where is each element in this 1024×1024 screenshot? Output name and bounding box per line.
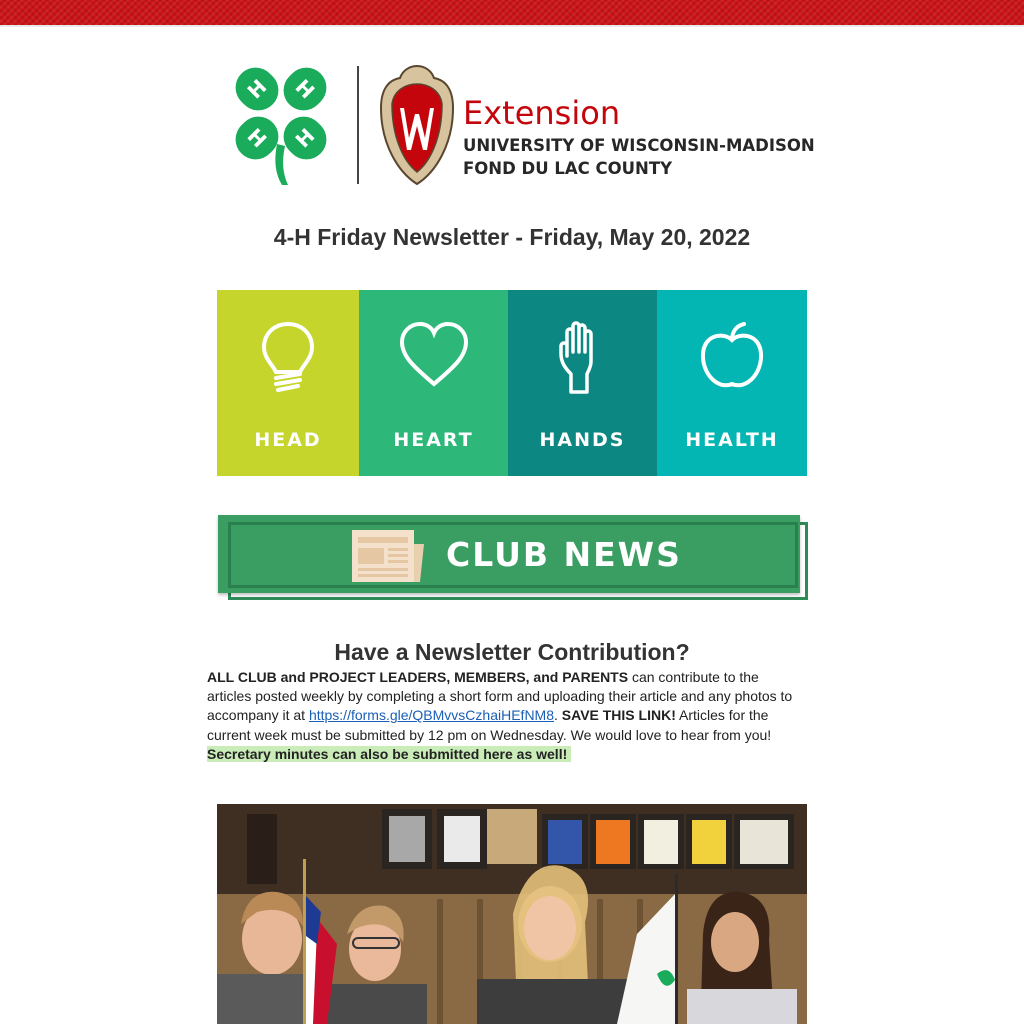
hand-icon bbox=[557, 320, 609, 396]
tile-health bbox=[657, 290, 807, 476]
4h-clover-logo bbox=[222, 64, 340, 186]
clover-letter: H bbox=[290, 74, 320, 104]
contribution-text: . bbox=[554, 707, 562, 724]
newsletter-title: 4-H Friday Newsletter - Friday, May 20, 2022 bbox=[273, 224, 751, 250]
contribution-text: can contribute to the articles posted weekly by completing a short form and uploading their article and any photos to accompany it at bbox=[207, 669, 793, 724]
tile-label: HEALTH bbox=[685, 429, 779, 451]
contribution-paragraph bbox=[207, 668, 807, 764]
secretary-highlight: Secretary minutes can also be submitted here as well! bbox=[207, 746, 571, 762]
top-red-bar bbox=[0, 0, 1024, 27]
logo-divider bbox=[357, 66, 359, 184]
contribution-heading: Have a Newsletter Contribution? bbox=[334, 639, 690, 665]
heart-icon bbox=[398, 320, 470, 390]
clover-letter: H bbox=[242, 123, 272, 153]
club-members-photo bbox=[217, 804, 807, 1024]
tile-hands bbox=[508, 290, 657, 476]
save-link-bold: SAVE THIS LINK! bbox=[561, 707, 676, 724]
photo-illustration bbox=[217, 804, 807, 1024]
four-h-pledge-banner bbox=[217, 290, 807, 476]
banner-front-panel bbox=[218, 515, 800, 593]
audience-bold: ALL CLUB and PROJECT LEADERS, MEMBERS, and PARENTS bbox=[207, 669, 629, 685]
submission-form-link[interactable]: https://forms.gle/QBMvvsCzhaiHEfNM8 bbox=[308, 707, 554, 724]
county-name: FOND DU LAC COUNTY bbox=[463, 159, 673, 178]
header-logo bbox=[222, 62, 815, 190]
clover-letter: H bbox=[242, 74, 272, 104]
tile-head bbox=[217, 290, 359, 476]
tile-label: HEART bbox=[393, 429, 474, 451]
university-name: UNIVERSITY OF WISCONSIN-MADISON bbox=[463, 136, 815, 155]
uw-crest-icon bbox=[378, 64, 456, 186]
contribution-text: Articles for the current week must be submitted by 12 pm on Wednesday. We would love to hear from you! bbox=[207, 707, 772, 743]
clover-letter: H bbox=[290, 123, 320, 153]
tile-label: HANDS bbox=[539, 429, 626, 451]
lightbulb-icon bbox=[258, 320, 318, 396]
club-news-label: CLUB NEWS bbox=[446, 535, 682, 574]
tile-label: HEAD bbox=[254, 429, 322, 451]
apple-icon bbox=[698, 320, 766, 394]
extension-wordmark: Extension bbox=[463, 94, 621, 132]
tile-heart bbox=[359, 290, 508, 476]
club-news-banner bbox=[218, 515, 810, 603]
newspaper-icon bbox=[352, 530, 424, 582]
